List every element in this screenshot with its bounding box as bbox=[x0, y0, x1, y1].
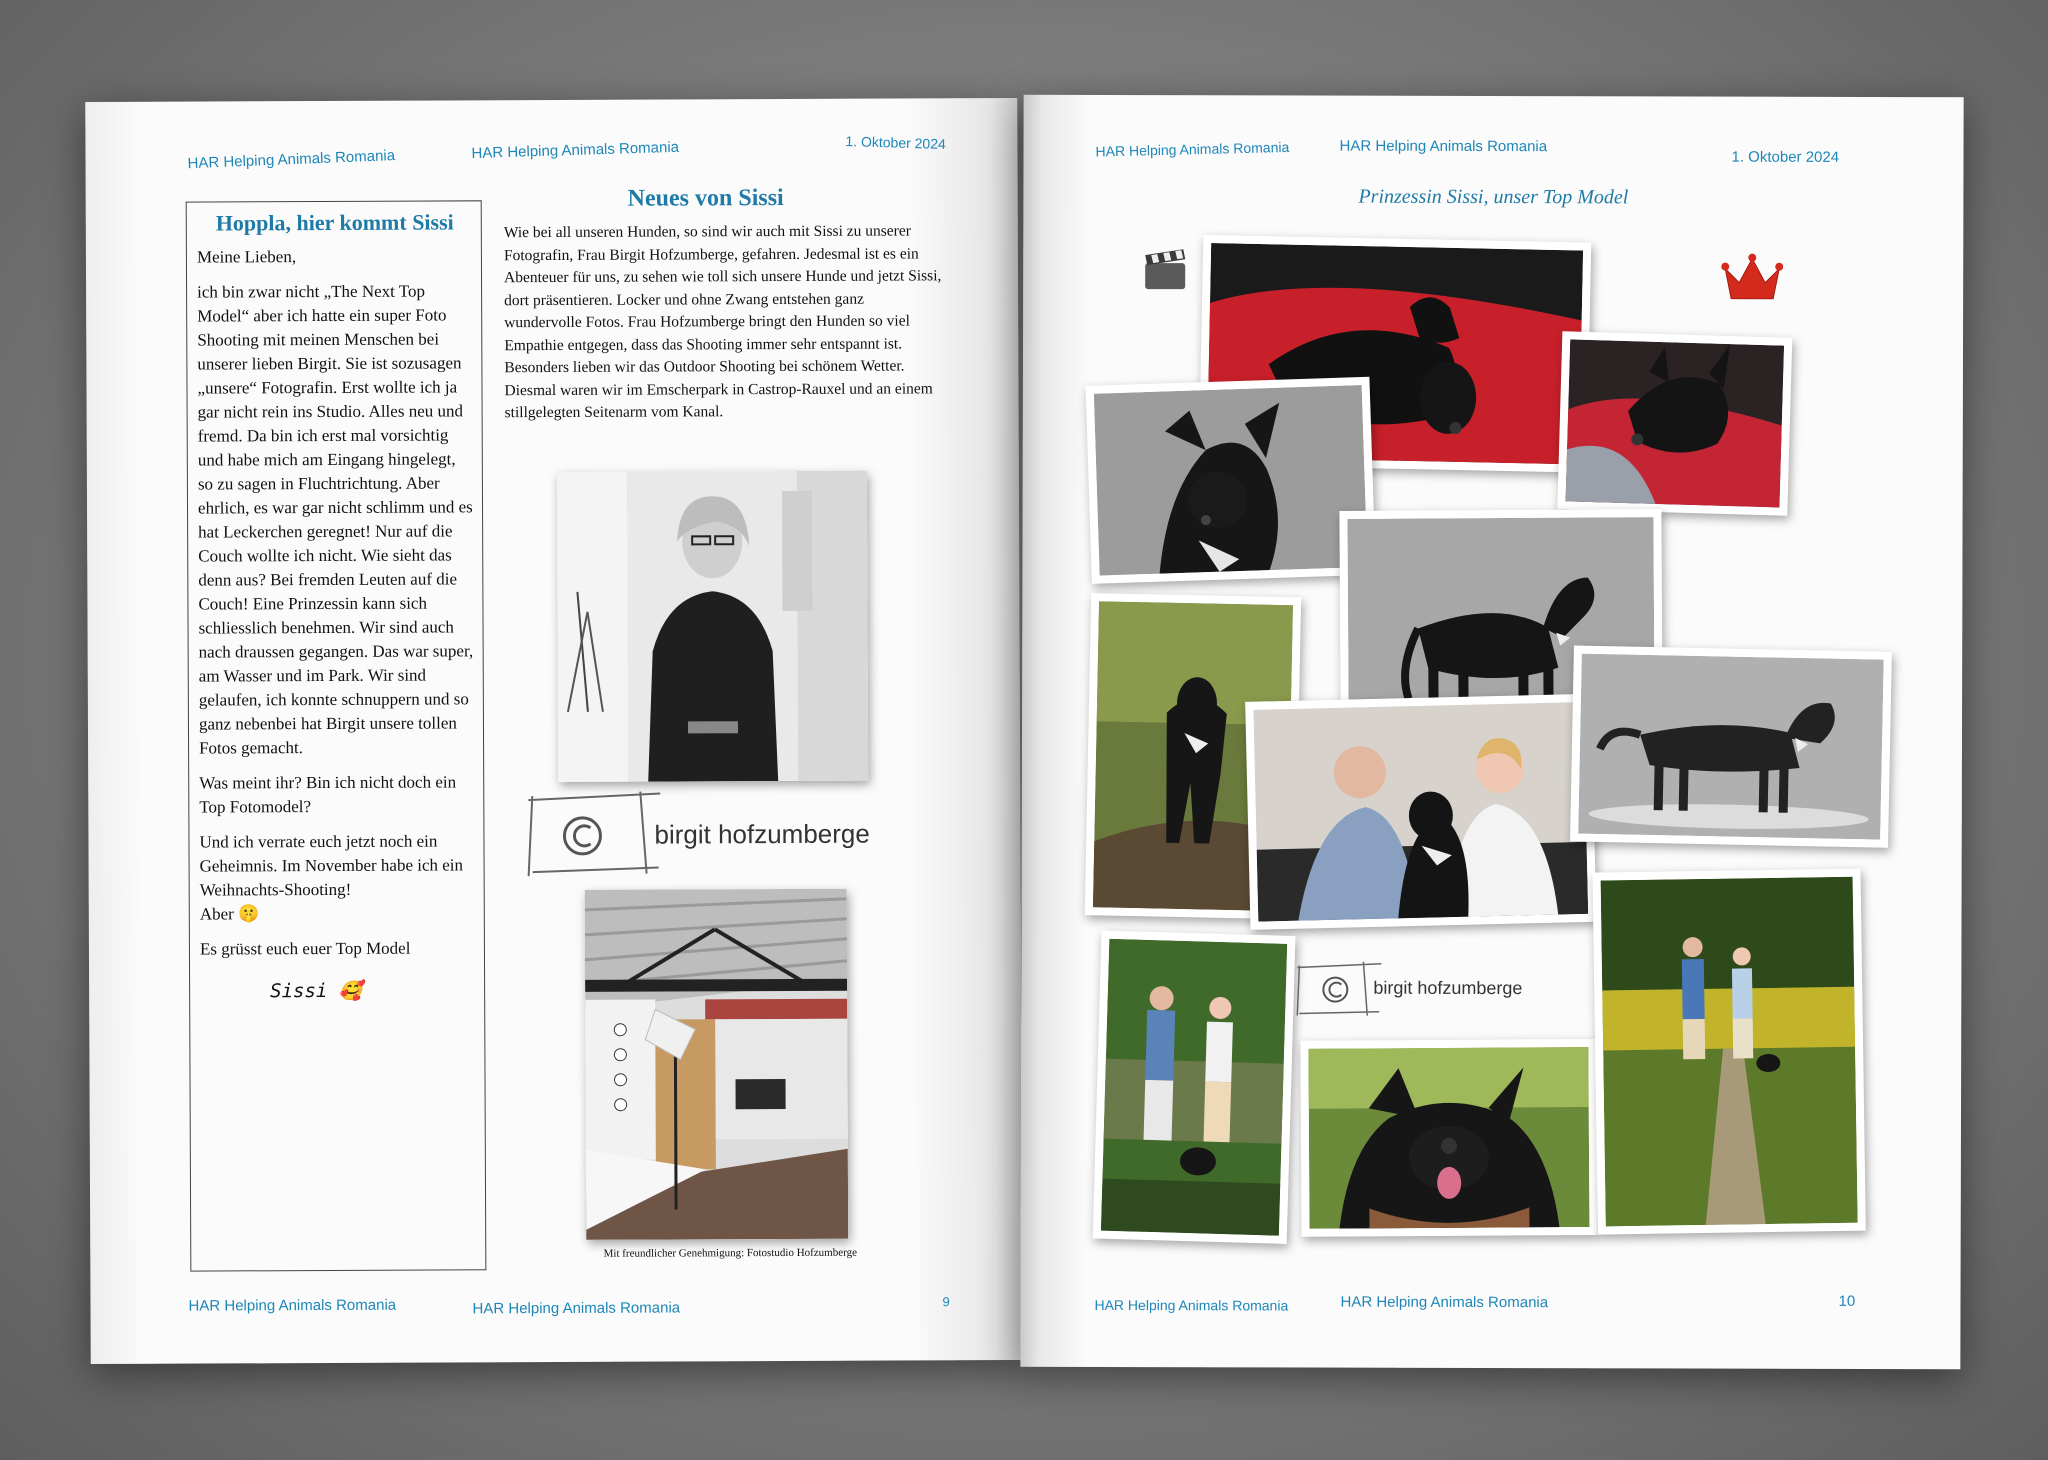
copyright-logo-mark bbox=[1293, 959, 1383, 1019]
crown-icon bbox=[1721, 253, 1783, 305]
letter-greeting: Meine Lieben, bbox=[196, 247, 297, 267]
footer-brand-2: HAR Helping Animals Romania bbox=[1340, 1293, 1549, 1312]
letter-paragraph: ich bin zwar nicht „The Next Top Model“ aber ich hatte ein super Foto Shooting mit meinen Menschen bei unserer lieben Birgit. Sie ist sozusagen „unsere“ Fotografin. Erst wollte ich ja gar nicht rein ins Studio. Alles neu und fremd. Da bin ich erst mal vorsichtig und habe mich am Eingang hingelegt, so zu sagen in Fluchtrichtung. Aber ehrlich, es war gar nicht schlimm und es hat Leckerchen geregnet! Nur auf die Couch wollte ich nicht. Wie sieht das denn aus? Bei fremden Leuten auf die Couch! Eine Prinzessin kann sich schliesslich benehmen. Wir sind auch nach draussen gegangen. Das war super, am Wasser und im Park. Wir sind gelaufen, ich konnte schnuppern und so ganz nebenbei hat Birgit unsere tollen Fotos gemacht. bbox=[197, 281, 474, 758]
photo-caption: Mit freundlicher Genehmigung: Fotostudio Hofzumberge bbox=[603, 1246, 857, 1260]
header-brand-1: HAR Helping Animals Romania bbox=[187, 147, 396, 173]
copyright-logo-mark bbox=[522, 790, 662, 881]
photographer-logo bbox=[522, 789, 870, 880]
logo-text: birgit hofzumberge bbox=[654, 818, 870, 850]
article-body: Wie bei all unseren Hunden, so sind wir auch mit Sissi zu unserer Fotografin, Frau Birgit Hofzumberge, gefahren. Jedesmal ist es ein Abenteuer für uns, zu sehen wie toll sich unsere Hunde und jetzt Sissi, dort präsentieren. Locker und ohne Zwang entstehen ganz wundervolle Fotos. Frau Hofzumberge bringt den Hunden so viel Empathie entgegen, dass das Shooting immer sehr entspannt ist. Besonders lieben wir das Outdoor Shooting bei schönem Wetter. Diesmal waren wir im Emscherpark in Castrop-Rauxel und an einem stillgelegten Seitenarm vom Kanal. bbox=[503, 222, 942, 422]
letter-box bbox=[186, 200, 487, 1271]
clapperboard-icon bbox=[1141, 245, 1189, 293]
letter-paragraph: Und ich verrate euch jetzt noch ein Geheimnis. Im November habe ich ein Weihnachts-Shooting! bbox=[199, 831, 464, 900]
header-date: 1. Oktober 2024 bbox=[845, 132, 947, 153]
couple-walking-path-photo bbox=[1592, 869, 1865, 1235]
letter-title: Hoppla, hier kommt Sissi bbox=[215, 209, 454, 236]
footer-brand-1: HAR Helping Animals Romania bbox=[1094, 1296, 1289, 1314]
header-brand-2: HAR Helping Animals Romania bbox=[1339, 137, 1548, 156]
dog-closeup-photo bbox=[1300, 1039, 1597, 1237]
header-brand-1: HAR Helping Animals Romania bbox=[1095, 138, 1290, 160]
dog-walking-grey-photo bbox=[1570, 645, 1892, 847]
dog-red-blanket-photo bbox=[1557, 331, 1792, 516]
page-number-right: 10 bbox=[1838, 1292, 1856, 1310]
studio-photo bbox=[585, 889, 849, 1240]
right-page bbox=[1020, 95, 1963, 1369]
header-date: 1. Oktober 2024 bbox=[1731, 148, 1840, 166]
footer-brand-2: HAR Helping Animals Romania bbox=[472, 1299, 681, 1318]
couple-by-water-photo bbox=[1093, 930, 1296, 1243]
page-number-left: 9 bbox=[942, 1294, 950, 1310]
couple-with-dog-photo bbox=[1245, 694, 1596, 930]
photographer-logo bbox=[1293, 959, 1553, 1020]
left-page bbox=[85, 98, 1022, 1364]
letter-closing: Es grüsst euch euer Top Model bbox=[199, 938, 411, 959]
header-brand-2: HAR Helping Animals Romania bbox=[471, 138, 680, 163]
letter-paragraph: Aber 🤫 bbox=[199, 904, 260, 924]
letter-signature: Sissi 🥰 bbox=[270, 979, 363, 1003]
logo-text: birgit hofzumberge bbox=[1373, 977, 1523, 999]
dog-portrait-grey-photo bbox=[1086, 377, 1376, 584]
footer-brand-1: HAR Helping Animals Romania bbox=[188, 1296, 397, 1315]
photographer-portrait-photo bbox=[557, 471, 868, 782]
article-title: Neues von Sissi bbox=[627, 184, 784, 212]
gallery-title: Prinzessin Sissi, unser Top Model bbox=[1358, 185, 1629, 209]
letter-paragraph: Was meint ihr? Bin ich nicht doch ein Top Fotomodel? bbox=[199, 772, 457, 817]
